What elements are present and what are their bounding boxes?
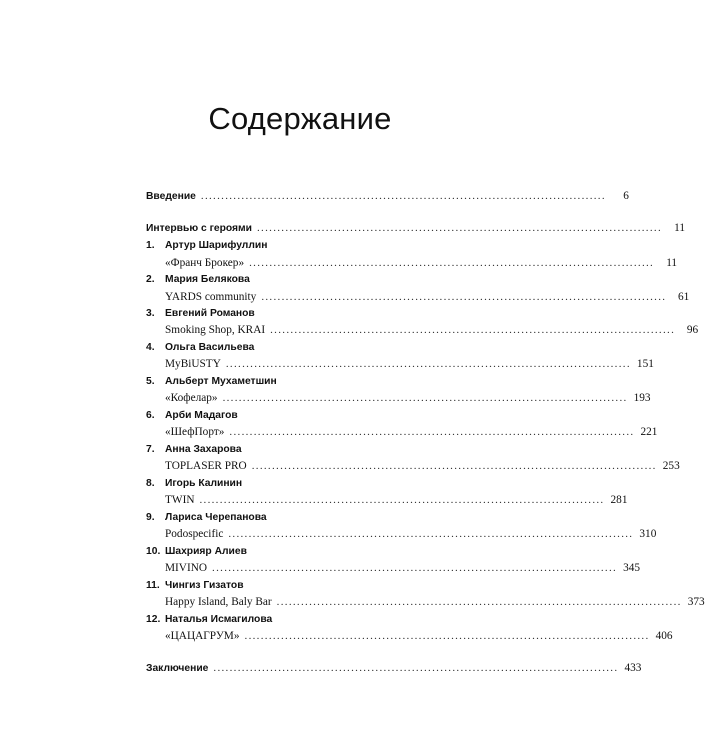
toc-page-number: 253 — [662, 460, 680, 472]
toc-page-number: 6 — [623, 190, 629, 202]
hero-name: Мария Белякова — [165, 274, 250, 285]
hero-number: 8. — [146, 478, 155, 489]
toc-entry-intro[interactable] — [146, 189, 629, 204]
toc-hero-entry[interactable] — [165, 493, 628, 507]
toc-page-number: 61 — [678, 291, 690, 303]
toc-hero-name[interactable] — [146, 443, 441, 457]
hero-name: Артур Шарифуллин — [165, 240, 268, 251]
hero-name: Альберт Мухаметшин — [165, 376, 277, 387]
dot-leader: .................................................................................................... — [212, 562, 618, 574]
hero-number: 2. — [146, 274, 155, 285]
toc-page-number: 193 — [633, 392, 651, 404]
hero-company: TOPLASER PRO — [165, 460, 247, 472]
toc-page-number: 406 — [655, 630, 673, 642]
toc-page-number: 96 — [686, 324, 699, 336]
toc-entry-interviews[interactable] — [146, 221, 685, 236]
hero-name: Наталья Исмагилова — [165, 614, 273, 625]
dot-leader: .................................................................................................... — [213, 662, 619, 674]
toc-hero-name[interactable] — [146, 239, 441, 253]
hero-number: 9. — [146, 512, 155, 523]
hero-name: Евгений Романов — [165, 308, 255, 319]
toc-hero-name[interactable] — [146, 341, 441, 355]
hero-company: MyBiUSTY — [165, 358, 221, 370]
dot-leader: .................................................................................................... — [257, 222, 662, 234]
hero-company: «ШефПорт» — [165, 426, 225, 438]
toc-hero-name[interactable] — [146, 273, 441, 287]
dot-leader: .................................................................................................... — [199, 494, 605, 506]
dot-leader: .................................................................................................... — [270, 324, 676, 336]
hero-number: 12. — [146, 614, 161, 625]
hero-company: YARDS community — [165, 291, 257, 303]
hero-name: Арби Мадагов — [165, 410, 238, 421]
toc-hero-entry[interactable] — [165, 425, 658, 439]
toc-hero-entry[interactable] — [165, 595, 705, 609]
dot-leader: .................................................................................................... — [225, 358, 631, 370]
toc-page-number: 433 — [624, 662, 642, 674]
hero-number: 3. — [146, 308, 155, 319]
hero-name: Анна Захарова — [165, 444, 242, 455]
dot-leader: .................................................................................................... — [249, 257, 655, 269]
toc-page-number: 11 — [674, 222, 685, 234]
toc-hero-entry[interactable] — [165, 391, 651, 405]
toc-hero-entry[interactable] — [165, 256, 678, 270]
dot-leader: .................................................................................................... — [261, 291, 667, 303]
toc-hero-name[interactable] — [146, 613, 441, 627]
hero-company: Smoking Shop, KRAI — [165, 324, 266, 336]
dot-leader: .................................................................................................... — [222, 392, 628, 404]
hero-company: Podospecific — [165, 528, 224, 540]
hero-name: Чингиз Гизатов — [165, 580, 244, 591]
hero-company: «ЦАЦАГРУМ» — [165, 630, 240, 642]
toc-entry-conclusion[interactable] — [146, 661, 642, 676]
toc-page-number: 151 — [636, 358, 654, 370]
hero-number: 7. — [146, 444, 155, 455]
hero-company: MIVINO — [165, 562, 208, 574]
dot-leader: .................................................................................................... — [228, 528, 634, 540]
dot-leader: .................................................................................................... — [229, 426, 635, 438]
hero-number: 11. — [146, 580, 160, 591]
toc-page-number: 373 — [687, 596, 705, 608]
toc-hero-entry[interactable] — [165, 459, 680, 473]
hero-company: TWIN — [165, 494, 195, 506]
toc-entry-label: Заключение — [146, 663, 209, 674]
dot-leader: .................................................................................................... — [276, 596, 682, 608]
hero-number: 10. — [146, 546, 161, 557]
dot-leader: .................................................................................................... — [200, 190, 606, 202]
hero-number: 6. — [146, 410, 155, 421]
hero-number: 4. — [146, 342, 155, 353]
hero-number: 1. — [146, 240, 155, 251]
toc-page-number: 281 — [610, 494, 628, 506]
hero-name: Шахрияр Алиев — [165, 546, 247, 557]
toc-hero-name[interactable] — [146, 307, 441, 321]
hero-name: Лариса Черепанова — [165, 512, 267, 523]
toc-hero-name[interactable] — [146, 409, 441, 423]
toc-hero-name[interactable] — [146, 511, 441, 525]
toc-entry-label: Введение — [146, 191, 196, 202]
hero-company: Happy Island, Baly Bar — [165, 596, 272, 608]
toc-hero-entry[interactable] — [165, 527, 657, 541]
toc-hero-entry[interactable] — [165, 561, 641, 575]
toc-hero-name[interactable] — [146, 545, 441, 559]
toc-hero-entry[interactable] — [165, 323, 699, 337]
hero-number: 5. — [146, 376, 155, 387]
toc-page-number: 221 — [640, 426, 658, 438]
toc-hero-entry[interactable] — [165, 290, 690, 304]
toc-page-number: 345 — [623, 562, 641, 574]
toc-page-number: 11 — [666, 257, 678, 269]
toc-hero-name[interactable] — [146, 477, 441, 491]
hero-name: Ольга Васильева — [165, 342, 255, 353]
dot-leader: .................................................................................................... — [244, 630, 650, 642]
toc-hero-name[interactable] — [146, 579, 441, 593]
toc-hero-entry[interactable] — [165, 357, 654, 371]
toc-hero-entry[interactable] — [165, 629, 673, 643]
toc-page-number: 310 — [639, 528, 657, 540]
toc-hero-name[interactable] — [146, 375, 441, 389]
page-title: Содержание — [208, 101, 392, 136]
dot-leader: .................................................................................................... — [251, 460, 657, 472]
toc-entry-label: Интервью с героями — [146, 223, 252, 234]
hero-company: «Кофелар» — [165, 392, 218, 404]
hero-company: «Франч Брокер» — [165, 257, 245, 269]
hero-name: Игорь Калинин — [165, 478, 243, 489]
